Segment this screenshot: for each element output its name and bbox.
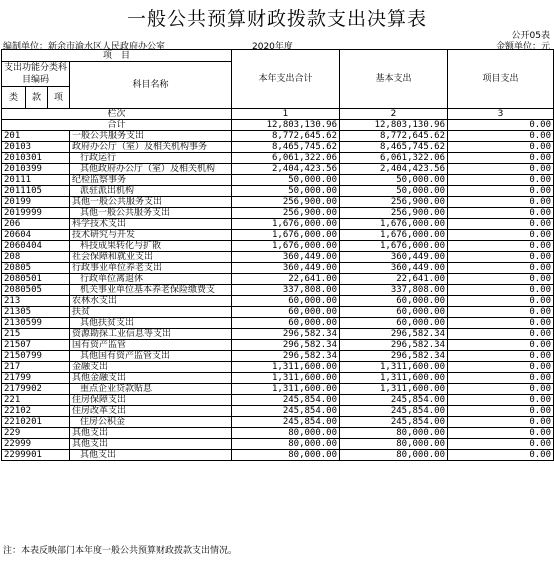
table-row bbox=[2, 406, 554, 417]
row-project: 0.00 bbox=[448, 351, 554, 362]
header-xiang: 项 bbox=[48, 87, 70, 109]
row-code: 2019999 bbox=[2, 208, 70, 219]
row-name: 科技成果转化与扩散 bbox=[70, 241, 232, 252]
row-basic: 50,000.00 bbox=[340, 175, 448, 186]
col-number-3: 3 bbox=[448, 109, 554, 120]
row-project: 0.00 bbox=[448, 362, 554, 373]
header-basic: 基本支出 bbox=[340, 50, 448, 109]
total-row bbox=[2, 120, 554, 131]
row-total: 360,449.00 bbox=[232, 263, 340, 274]
table-row bbox=[2, 428, 554, 439]
row-total: 50,000.00 bbox=[232, 175, 340, 186]
row-name: 扶贫 bbox=[70, 307, 232, 318]
table-row bbox=[2, 175, 554, 186]
table-row bbox=[2, 318, 554, 329]
row-code: 22999 bbox=[2, 439, 70, 450]
row-name: 其他支出 bbox=[70, 428, 232, 439]
row-name: 一般公共服务支出 bbox=[70, 131, 232, 142]
row-code: 2011105 bbox=[2, 186, 70, 197]
row-project: 0.00 bbox=[448, 175, 554, 186]
row-code: 2010301 bbox=[2, 153, 70, 164]
row-name: 其他扶贫支出 bbox=[70, 318, 232, 329]
table-row bbox=[2, 241, 554, 252]
row-project: 0.00 bbox=[448, 417, 554, 428]
row-total: 245,854.00 bbox=[232, 406, 340, 417]
table-row bbox=[2, 450, 554, 461]
row-project: 0.00 bbox=[448, 329, 554, 340]
row-basic: 296,582.34 bbox=[340, 329, 448, 340]
row-total: 60,000.00 bbox=[232, 296, 340, 307]
row-code: 2080505 bbox=[2, 285, 70, 296]
table-row bbox=[2, 384, 554, 395]
row-code: 20805 bbox=[2, 263, 70, 274]
row-basic: 256,900.00 bbox=[340, 197, 448, 208]
row-basic: 296,582.34 bbox=[340, 340, 448, 351]
row-name: 其他一般公共服务支出 bbox=[70, 208, 232, 219]
row-name: 机关事业单位基本养老保险缴费支 bbox=[70, 285, 232, 296]
row-project: 0.00 bbox=[448, 153, 554, 164]
table-row bbox=[2, 153, 554, 164]
row-basic: 60,000.00 bbox=[340, 318, 448, 329]
row-basic: 337,808.00 bbox=[340, 285, 448, 296]
table-number: 公开05表 bbox=[511, 31, 550, 41]
row-name: 行政运行 bbox=[70, 153, 232, 164]
row-project: 0.00 bbox=[448, 219, 554, 230]
row-name: 科学技术支出 bbox=[70, 219, 232, 230]
row-project: 0.00 bbox=[448, 395, 554, 406]
row-basic: 80,000.00 bbox=[340, 439, 448, 450]
table-row bbox=[2, 307, 554, 318]
header-func-class: 支出功能分类科目编码 bbox=[2, 62, 70, 87]
row-name: 政府办公厅（室）及相关机构事务 bbox=[70, 142, 232, 153]
table-row bbox=[2, 439, 554, 450]
row-total: 296,582.34 bbox=[232, 329, 340, 340]
row-total: 245,854.00 bbox=[232, 417, 340, 428]
row-basic: 360,449.00 bbox=[340, 263, 448, 274]
table-row bbox=[2, 417, 554, 428]
row-total: 1,311,600.00 bbox=[232, 362, 340, 373]
row-basic: 360,449.00 bbox=[340, 252, 448, 263]
table-row bbox=[2, 395, 554, 406]
total-amount: 12,803,130.96 bbox=[232, 120, 340, 131]
header-total: 本年支出合计 bbox=[232, 50, 340, 109]
row-project: 0.00 bbox=[448, 285, 554, 296]
total-project: 0.00 bbox=[448, 120, 554, 131]
row-name: 其他金融支出 bbox=[70, 373, 232, 384]
header-project: 项目支出 bbox=[448, 50, 554, 109]
row-code: 20604 bbox=[2, 230, 70, 241]
row-code: 2010399 bbox=[2, 164, 70, 175]
row-code: 2130599 bbox=[2, 318, 70, 329]
row-total: 50,000.00 bbox=[232, 186, 340, 197]
row-project: 0.00 bbox=[448, 318, 554, 329]
row-total: 6,061,322.06 bbox=[232, 153, 340, 164]
row-basic: 8,465,745.62 bbox=[340, 142, 448, 153]
row-code: 215 bbox=[2, 329, 70, 340]
row-code: 20103 bbox=[2, 142, 70, 153]
row-basic: 245,854.00 bbox=[340, 395, 448, 406]
row-basic: 1,311,600.00 bbox=[340, 362, 448, 373]
row-total: 337,808.00 bbox=[232, 285, 340, 296]
row-basic: 60,000.00 bbox=[340, 307, 448, 318]
row-basic: 2,404,423.56 bbox=[340, 164, 448, 175]
row-basic: 245,854.00 bbox=[340, 406, 448, 417]
row-project: 0.00 bbox=[448, 439, 554, 450]
row-total: 22,641.00 bbox=[232, 274, 340, 285]
row-project: 0.00 bbox=[448, 384, 554, 395]
row-code: 2299901 bbox=[2, 450, 70, 461]
row-code: 217 bbox=[2, 362, 70, 373]
row-total: 296,582.34 bbox=[232, 340, 340, 351]
row-total: 1,676,000.00 bbox=[232, 241, 340, 252]
row-code: 2150799 bbox=[2, 351, 70, 362]
row-code: 2179902 bbox=[2, 384, 70, 395]
row-name: 其他政府办公厅（室）及相关机构 bbox=[70, 164, 232, 175]
table-row bbox=[2, 186, 554, 197]
table-row bbox=[2, 219, 554, 230]
row-code: 22102 bbox=[2, 406, 70, 417]
row-project: 0.00 bbox=[448, 241, 554, 252]
row-basic: 50,000.00 bbox=[340, 186, 448, 197]
row-total: 60,000.00 bbox=[232, 307, 340, 318]
row-name: 住房改革支出 bbox=[70, 406, 232, 417]
header-lei: 类 bbox=[2, 87, 26, 109]
row-project: 0.00 bbox=[448, 164, 554, 175]
row-name: 资源勘探工业信息等支出 bbox=[70, 329, 232, 340]
row-name: 金融支出 bbox=[70, 362, 232, 373]
row-basic: 22,641.00 bbox=[340, 274, 448, 285]
row-name: 行政单位离退休 bbox=[70, 274, 232, 285]
row-code: 206 bbox=[2, 219, 70, 230]
table-row bbox=[2, 164, 554, 175]
expenditure-table bbox=[1, 49, 554, 461]
table-row bbox=[2, 142, 554, 153]
row-name: 派驻派出机构 bbox=[70, 186, 232, 197]
row-project: 0.00 bbox=[448, 186, 554, 197]
table-row bbox=[2, 208, 554, 219]
row-project: 0.00 bbox=[448, 131, 554, 142]
row-total: 256,900.00 bbox=[232, 208, 340, 219]
row-total: 8,465,745.62 bbox=[232, 142, 340, 153]
row-project: 0.00 bbox=[448, 263, 554, 274]
row-total: 1,676,000.00 bbox=[232, 219, 340, 230]
row-project: 0.00 bbox=[448, 307, 554, 318]
row-total: 2,404,423.56 bbox=[232, 164, 340, 175]
table-row bbox=[2, 285, 554, 296]
row-code: 20199 bbox=[2, 197, 70, 208]
row-basic: 245,854.00 bbox=[340, 417, 448, 428]
row-code: 208 bbox=[2, 252, 70, 263]
row-project: 0.00 bbox=[448, 373, 554, 384]
total-label: 合计 bbox=[2, 120, 232, 131]
row-name: 其他一般公共服务支出 bbox=[70, 197, 232, 208]
row-total: 80,000.00 bbox=[232, 450, 340, 461]
row-code: 21799 bbox=[2, 373, 70, 384]
row-name: 社会保障和就业支出 bbox=[70, 252, 232, 263]
row-basic: 1,311,600.00 bbox=[340, 384, 448, 395]
row-basic: 80,000.00 bbox=[340, 428, 448, 439]
row-basic: 80,000.00 bbox=[340, 450, 448, 461]
row-total: 60,000.00 bbox=[232, 318, 340, 329]
row-name: 行政事业单位养老支出 bbox=[70, 263, 232, 274]
row-project: 0.00 bbox=[448, 450, 554, 461]
row-basic: 1,676,000.00 bbox=[340, 219, 448, 230]
row-basic: 296,582.34 bbox=[340, 351, 448, 362]
row-total: 1,676,000.00 bbox=[232, 230, 340, 241]
row-code: 21305 bbox=[2, 307, 70, 318]
header-kuan: 款 bbox=[26, 87, 48, 109]
table-row bbox=[2, 197, 554, 208]
table-row bbox=[2, 131, 554, 142]
header-lanci: 栏次 bbox=[2, 109, 232, 120]
row-project: 0.00 bbox=[448, 252, 554, 263]
row-name: 农林水支出 bbox=[70, 296, 232, 307]
row-project: 0.00 bbox=[448, 208, 554, 219]
row-name: 技术研究与开发 bbox=[70, 230, 232, 241]
table-row bbox=[2, 296, 554, 307]
row-code: 2080501 bbox=[2, 274, 70, 285]
row-basic: 1,676,000.00 bbox=[340, 230, 448, 241]
row-basic: 256,900.00 bbox=[340, 208, 448, 219]
row-total: 296,582.34 bbox=[232, 351, 340, 362]
unit-label: 编制单位：新余市渝水区人民政府办公室 bbox=[3, 42, 166, 52]
row-basic: 8,772,645.62 bbox=[340, 131, 448, 142]
row-name: 纪检监察事务 bbox=[70, 175, 232, 186]
table-row bbox=[2, 362, 554, 373]
table-row bbox=[2, 274, 554, 285]
row-name: 其他支出 bbox=[70, 439, 232, 450]
row-basic: 6,061,322.06 bbox=[340, 153, 448, 164]
row-total: 256,900.00 bbox=[232, 197, 340, 208]
row-code: 20111 bbox=[2, 175, 70, 186]
row-project: 0.00 bbox=[448, 406, 554, 417]
row-total: 1,311,600.00 bbox=[232, 384, 340, 395]
header-xiangmu: 项 目 bbox=[2, 50, 232, 62]
row-project: 0.00 bbox=[448, 296, 554, 307]
row-total: 245,854.00 bbox=[232, 395, 340, 406]
row-code: 229 bbox=[2, 428, 70, 439]
row-name: 住房公积金 bbox=[70, 417, 232, 428]
table-row bbox=[2, 351, 554, 362]
col-number-1: 1 bbox=[232, 109, 340, 120]
row-project: 0.00 bbox=[448, 142, 554, 153]
row-project: 0.00 bbox=[448, 274, 554, 285]
row-total: 1,311,600.00 bbox=[232, 373, 340, 384]
row-name: 国有资产监管 bbox=[70, 340, 232, 351]
row-code: 213 bbox=[2, 296, 70, 307]
row-code: 221 bbox=[2, 395, 70, 406]
fiscal-year: 2020年度 bbox=[252, 42, 293, 52]
row-basic: 1,676,000.00 bbox=[340, 241, 448, 252]
row-name: 住房保障支出 bbox=[70, 395, 232, 406]
footnote: 注：本表反映部门本年度一般公共预算财政拨款支出情况。 bbox=[3, 546, 238, 556]
row-basic: 1,311,600.00 bbox=[340, 373, 448, 384]
table-row bbox=[2, 252, 554, 263]
table-row bbox=[2, 373, 554, 384]
col-number-2: 2 bbox=[340, 109, 448, 120]
header-subject-name: 科目名称 bbox=[70, 62, 232, 109]
row-name: 其他支出 bbox=[70, 450, 232, 461]
row-project: 0.00 bbox=[448, 428, 554, 439]
row-project: 0.00 bbox=[448, 230, 554, 241]
report-title: 一般公共预算财政拨款支出决算表 bbox=[126, 8, 427, 30]
row-code: 201 bbox=[2, 131, 70, 142]
row-total: 80,000.00 bbox=[232, 439, 340, 450]
table-row bbox=[2, 340, 554, 351]
total-basic: 12,803,130.96 bbox=[340, 120, 448, 131]
row-name: 重点企业贷款贴息 bbox=[70, 384, 232, 395]
row-code: 2210201 bbox=[2, 417, 70, 428]
row-total: 8,772,645.62 bbox=[232, 131, 340, 142]
row-total: 80,000.00 bbox=[232, 428, 340, 439]
row-project: 0.00 bbox=[448, 340, 554, 351]
table-row bbox=[2, 263, 554, 274]
row-basic: 60,000.00 bbox=[340, 296, 448, 307]
row-total: 360,449.00 bbox=[232, 252, 340, 263]
row-code: 2060404 bbox=[2, 241, 70, 252]
currency-unit: 金额单位：元 bbox=[495, 42, 550, 52]
row-code: 21507 bbox=[2, 340, 70, 351]
row-name: 其他国有资产监管支出 bbox=[70, 351, 232, 362]
table-row bbox=[2, 230, 554, 241]
row-project: 0.00 bbox=[448, 197, 554, 208]
table-row bbox=[2, 329, 554, 340]
